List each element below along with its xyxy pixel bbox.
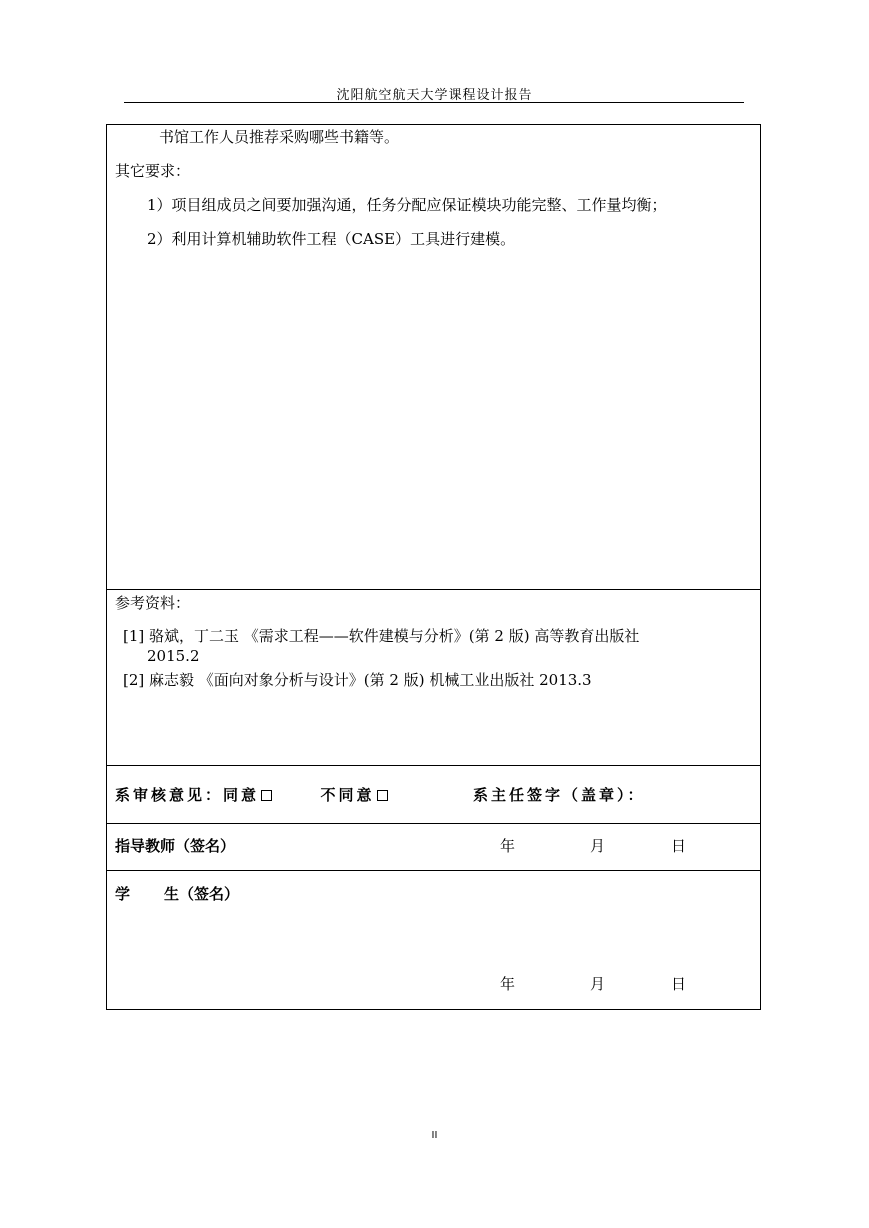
advisor-date-year: 年 [500,837,516,855]
reference-item-2: [2] 麻志毅 《面向对象分析与设计》(第 2 版) 机械工业出版社 2013.3 [123,671,592,689]
advisor-signature-label: 指导教师（签名） [115,837,236,855]
requirement-item-1: 1）项目组成员之间要加强沟通，任务分配应保证模块功能完整、工作量均衡； [147,196,667,214]
reference-item-1-continued: 2015.2 [147,647,200,665]
page-number: II [431,1130,438,1141]
disagree-option-label: 不同意 [320,786,375,804]
advisor-date-month: 月 [590,837,606,855]
department-review-label: 系审核意见： [115,786,224,804]
department-review-line [115,786,388,804]
page-header-title: 沈阳航空航天大学课程设计报告 [336,88,533,103]
reference-item-1: [1] 骆斌，丁二玉 《需求工程——软件建模与分析》(第 2 版) 高等教育出版社 [123,627,640,645]
requirements-section [107,125,760,590]
report-form-table [106,124,761,1010]
disagree-checkbox[interactable] [377,790,388,801]
other-requirements-heading: 其它要求： [115,162,191,180]
agree-option-label: 同意 [223,786,260,804]
references-section [107,590,760,766]
department-review-section [107,766,760,824]
requirements-continued-text: 书馆工作人员推荐采购哪些书籍等。 [159,128,400,146]
student-date-day: 日 [671,975,687,993]
requirement-item-2: 2）利用计算机辅助软件工程（CASE）工具进行建模。 [147,230,516,248]
references-heading: 参考资料： [115,594,191,612]
student-signature-section [107,871,760,1009]
agree-checkbox[interactable] [261,790,272,801]
student-date-year: 年 [500,975,516,993]
header-divider [124,102,744,103]
student-signature-label [115,885,239,903]
director-signature-label: 系主任签字（盖章）： [473,786,646,804]
advisor-date-day: 日 [671,837,687,855]
student-label-char-1: 学 [115,885,131,903]
student-date-month: 月 [590,975,606,993]
student-label-rest: 生（签名） [164,885,240,903]
advisor-signature-section [107,824,760,871]
